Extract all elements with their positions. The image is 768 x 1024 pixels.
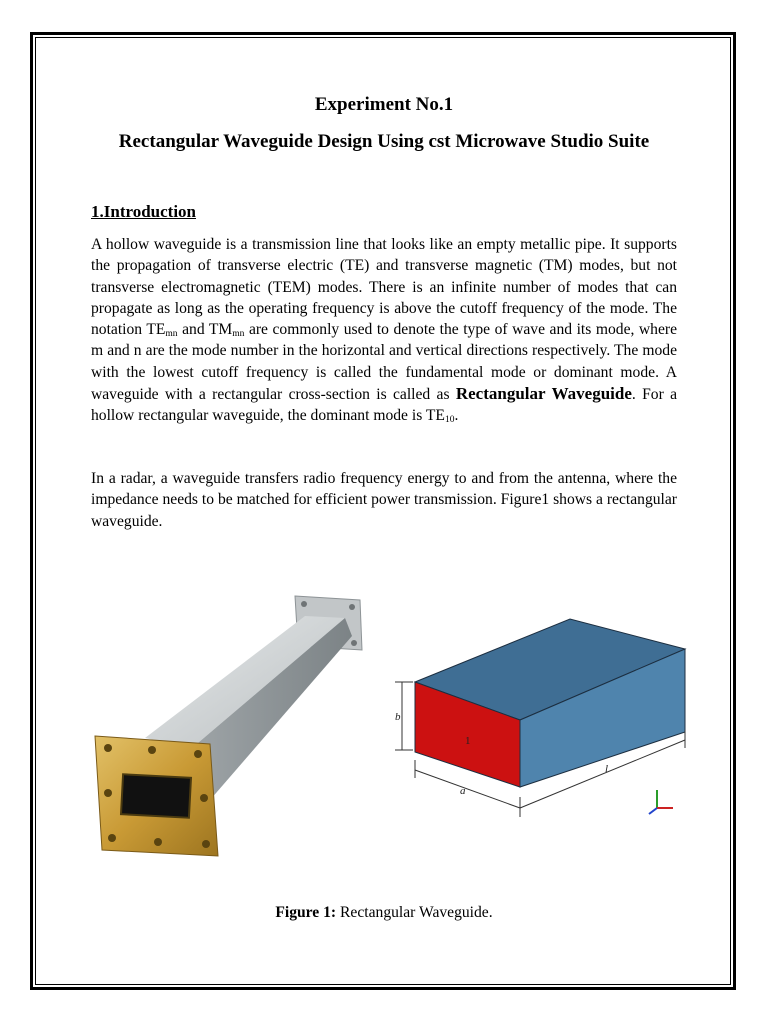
dimension-l-label: l xyxy=(605,763,609,775)
figure-caption xyxy=(0,904,768,922)
waveguide-opening xyxy=(121,774,191,818)
rectangular-waveguide-emphasis: Rectangular Waveguide xyxy=(455,384,632,404)
subscript-10: 10 xyxy=(444,415,455,426)
intro-text-4: . For a hollow rectangular waveguide, the dominant mode is TE xyxy=(91,386,677,425)
intro-text-3: are commonly used to denote the type of wave and its mode, where m and n are the mode number in the horizontal and vertical directions respectively. The mode with the lowest cutoff frequency is called the fundamental mode or dominant mode. A waveguide with a rectangular cross-section is called as xyxy=(91,321,678,404)
caption-label: Figure 1: xyxy=(275,904,337,921)
subscript-mn: mn xyxy=(165,329,178,340)
waveguide-diagram xyxy=(385,612,690,822)
intro-text-1: A hollow waveguide is a transmission line that looks like an empty metallic pipe. It supports the propagation of transverse electric (TE) and transverse magnetic (TM) modes, but not transverse electromagnetic (TEM) modes. There is an infinite number of modes that can propagate as long as the operating frequency is above the cutoff frequency of the mode. The notation TE xyxy=(91,236,677,339)
intro-text-5: . xyxy=(454,407,459,425)
dimension-a-label: a xyxy=(460,785,466,797)
subscript-mn: mn xyxy=(232,329,245,340)
intro-text-2: and TM xyxy=(177,321,233,339)
intro-paragraph xyxy=(91,234,677,427)
radar-paragraph: In a radar, a waveguide transfers radio frequency energy to and from the antenna, where the impedance needs to be matched for efficient power transmission. Figure1 shows a rectangular waveguide. xyxy=(91,470,677,530)
axis-gizmo xyxy=(649,790,673,814)
section-heading-introduction: 1.Introduction xyxy=(91,202,197,221)
caption-text: Rectangular Waveguide. xyxy=(336,904,493,921)
experiment-subtitle: Rectangular Waveguide Design Using cst Microwave Studio Suite xyxy=(118,131,650,152)
dimension-b-label: b xyxy=(395,711,401,723)
waveguide-photo xyxy=(90,588,370,863)
experiment-title: Experiment No.1 xyxy=(314,94,454,115)
port-label: 1 xyxy=(465,735,471,747)
